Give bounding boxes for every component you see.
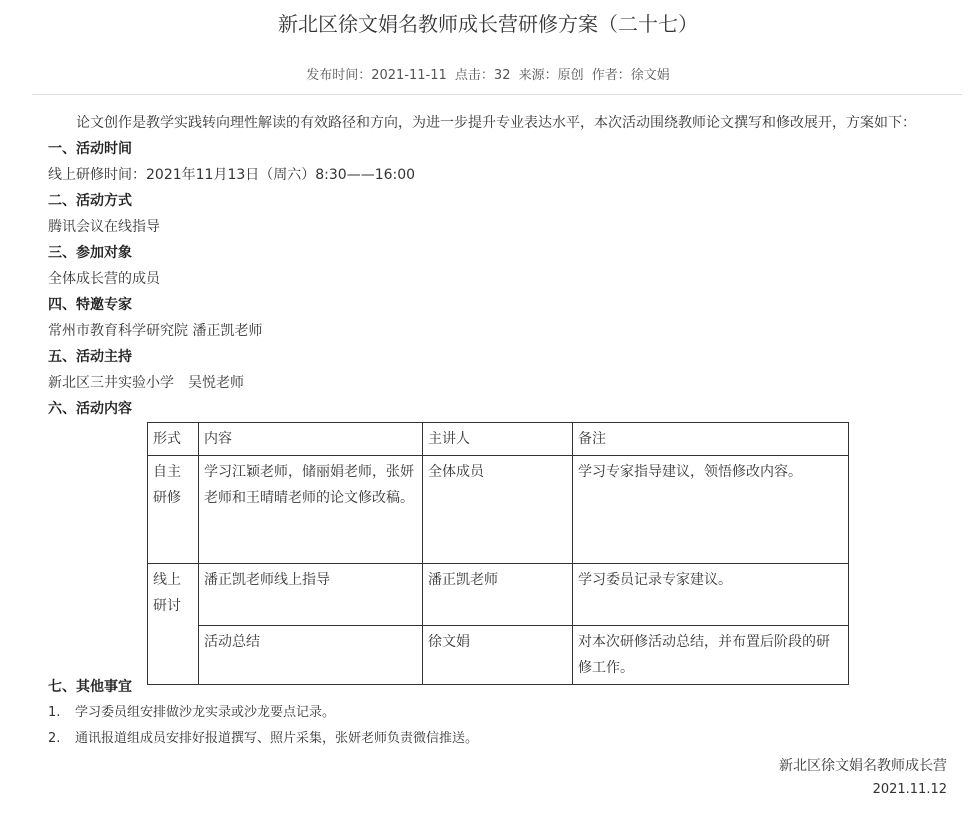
table-header-row [148, 423, 849, 456]
list-number: 1. [48, 705, 61, 720]
table-row [148, 456, 849, 564]
table-cell: 学习委员记录专家建议。 [573, 564, 849, 626]
table-cell: 自主研修 [148, 456, 199, 564]
table-cell: 线上研讨 [148, 564, 199, 685]
table-cell: 全体成员 [423, 456, 573, 564]
source: 来源：原创 [518, 68, 584, 83]
section-heading: 四、特邀专家 [48, 297, 132, 313]
list-number: 2. [48, 731, 61, 746]
list-item [48, 703, 335, 723]
intro-paragraph: 论文创作是教学实践转向理性解读的有效路径和方向，为进一步提升专业表达水平，本次活动围绕教师论文撰写和修改展开，方案如下： [76, 115, 916, 131]
table-cell: 潘正凯老师线上指导 [199, 564, 423, 626]
table-cell: 潘正凯老师 [423, 564, 573, 626]
author: 作者：徐文娟 [591, 68, 670, 83]
section-heading: 二、活动方式 [48, 193, 132, 209]
section-body: 线上研修时间：2021年11月13日（周六）8:30——16:00 [48, 167, 416, 183]
list-item [48, 729, 478, 749]
list-text: 通讯报道组成员安排好报道撰写、照片采集，张妍老师负责微信推送。 [75, 731, 479, 746]
table-header-cell: 内容 [199, 423, 423, 456]
activity-table [147, 422, 849, 685]
section-body: 腾讯会议在线指导 [48, 219, 160, 235]
section-body: 常州市教育科学研究院 潘正凯老师 [48, 323, 263, 339]
section-heading: 三、参加对象 [48, 245, 132, 261]
section-heading: 七、其他事宜 [48, 679, 132, 695]
table-row [148, 564, 849, 626]
table-cell: 对本次研修活动总结，并布置后阶段的研修工作。 [573, 626, 849, 685]
list-text: 学习委员组安排做沙龙实录或沙龙要点记录。 [75, 705, 336, 720]
section-body: 全体成长营的成员 [48, 271, 160, 287]
section-body: 新北区三井实验小学 吴悦老师 [48, 375, 244, 391]
section-heading: 六、活动内容 [48, 401, 132, 417]
table-row [148, 626, 849, 685]
click-count: 点击：32 [454, 68, 511, 83]
table-cell: 学习专家指导建议，领悟修改内容。 [573, 456, 849, 564]
signature-date: 2021.11.12 [872, 782, 947, 797]
section-heading: 五、活动主持 [48, 349, 132, 365]
table-header-cell: 备注 [573, 423, 849, 456]
signature-org: 新北区徐文娟名教师成长营 [779, 758, 947, 774]
table-cell: 活动总结 [199, 626, 423, 685]
table-header-cell: 形式 [148, 423, 199, 456]
table-cell: 学习江颖老师，储丽娟老师，张妍老师和王晴晴老师的论文修改稿。 [199, 456, 423, 564]
divider [32, 94, 962, 95]
page-title: 新北区徐文娟名教师成长营研修方案（二十七） [278, 12, 698, 36]
publish-time: 发布时间：2021-11-11 [306, 68, 447, 83]
article-meta [0, 64, 976, 83]
section-heading: 一、活动时间 [48, 141, 132, 157]
table-header-cell: 主讲人 [423, 423, 573, 456]
table-cell: 徐文娟 [423, 626, 573, 685]
